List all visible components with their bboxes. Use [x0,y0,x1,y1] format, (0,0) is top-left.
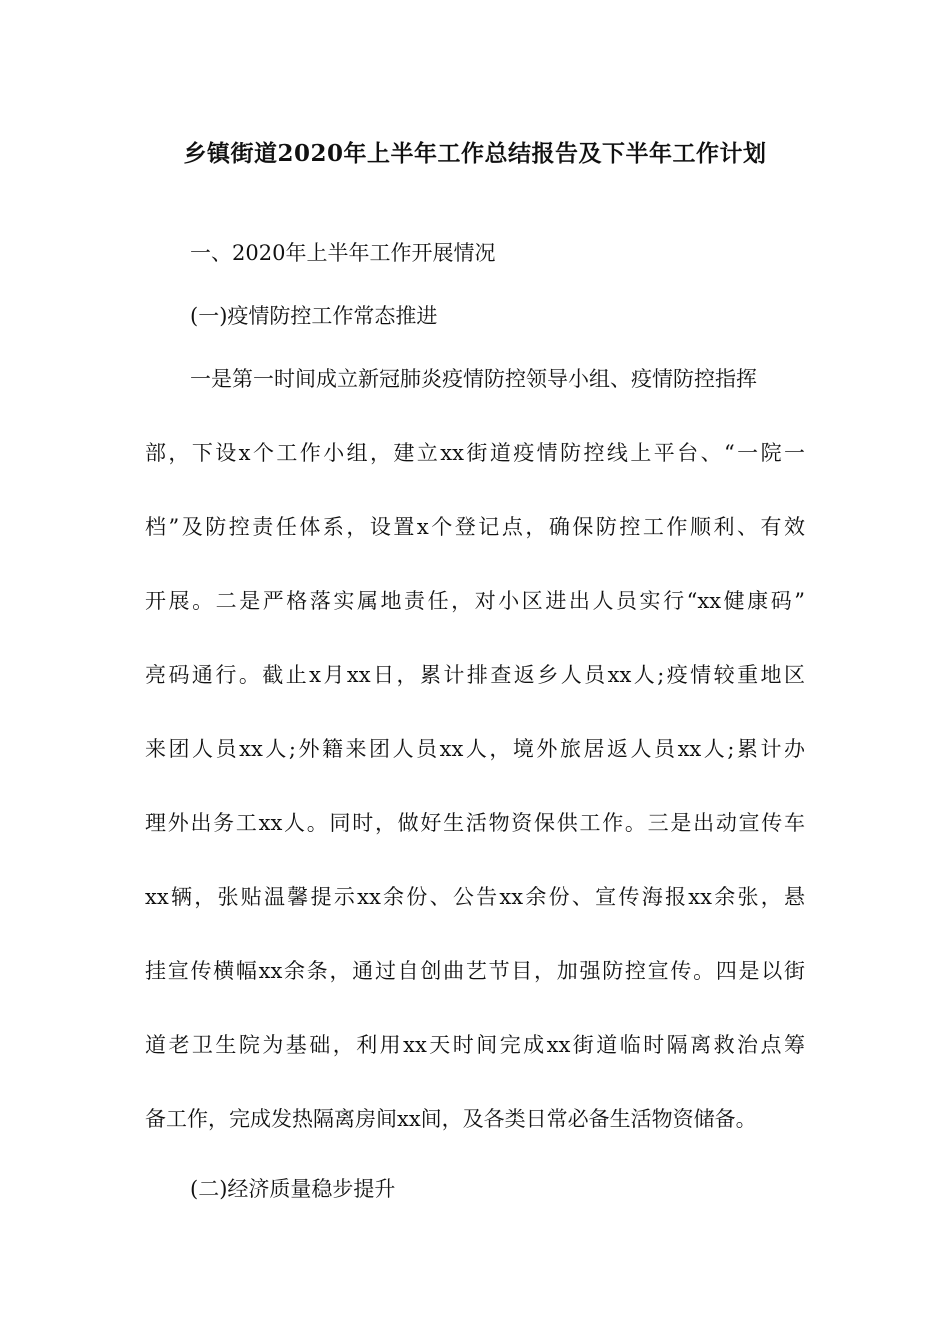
paragraph-line: xx辆，张贴温馨提示xx余份、公告xx余份、宣传海报xx余张，悬 [145,885,805,909]
paragraph-line: 部，下设x个工作小组，建立xx街道疫情防控线上平台、“一院一 [145,441,805,465]
section-heading: 一、2020年上半年工作开展情况 [190,241,496,265]
paragraph-line: 道老卫生院为基础，利用xx天时间完成xx街道临时隔离救治点筹 [145,1033,805,1057]
paragraph-line: 一是第一时间成立新冠肺炎疫情防控领导小组、疫情防控指挥 [190,367,757,391]
paragraph-line: 档”及防控责任体系，设置x个登记点，确保防控工作顺利、有效 [145,515,805,539]
paragraph-line: 来团人员xx人;外籍来团人员xx人，境外旅居返人员xx人;累计办 [145,737,805,761]
paragraph-line: 挂宣传横幅xx余条，通过自创曲艺节目，加强防控宣传。四是以街 [145,959,805,983]
paragraph-line: 亮码通行。截止x月xx日，累计排查返乡人员xx人;疫情较重地区 [145,663,805,687]
document-title: 乡镇街道2020年上半年工作总结报告及下半年工作计划 [183,140,767,167]
paragraph-line: 备工作，完成发热隔离房间xx间，及各类日常必备生活物资储备。 [145,1107,757,1131]
paragraph-line: 开展。二是严格落实属地责任，对小区进出人员实行“xx健康码” [145,589,805,613]
subsection-heading: (二)经济质量稳步提升 [190,1177,396,1201]
paragraph-line: 理外出务工xx人。同时，做好生活物资保供工作。三是出动宣传车 [145,811,805,835]
subsection-heading: (一)疫情防控工作常态推进 [190,304,438,328]
